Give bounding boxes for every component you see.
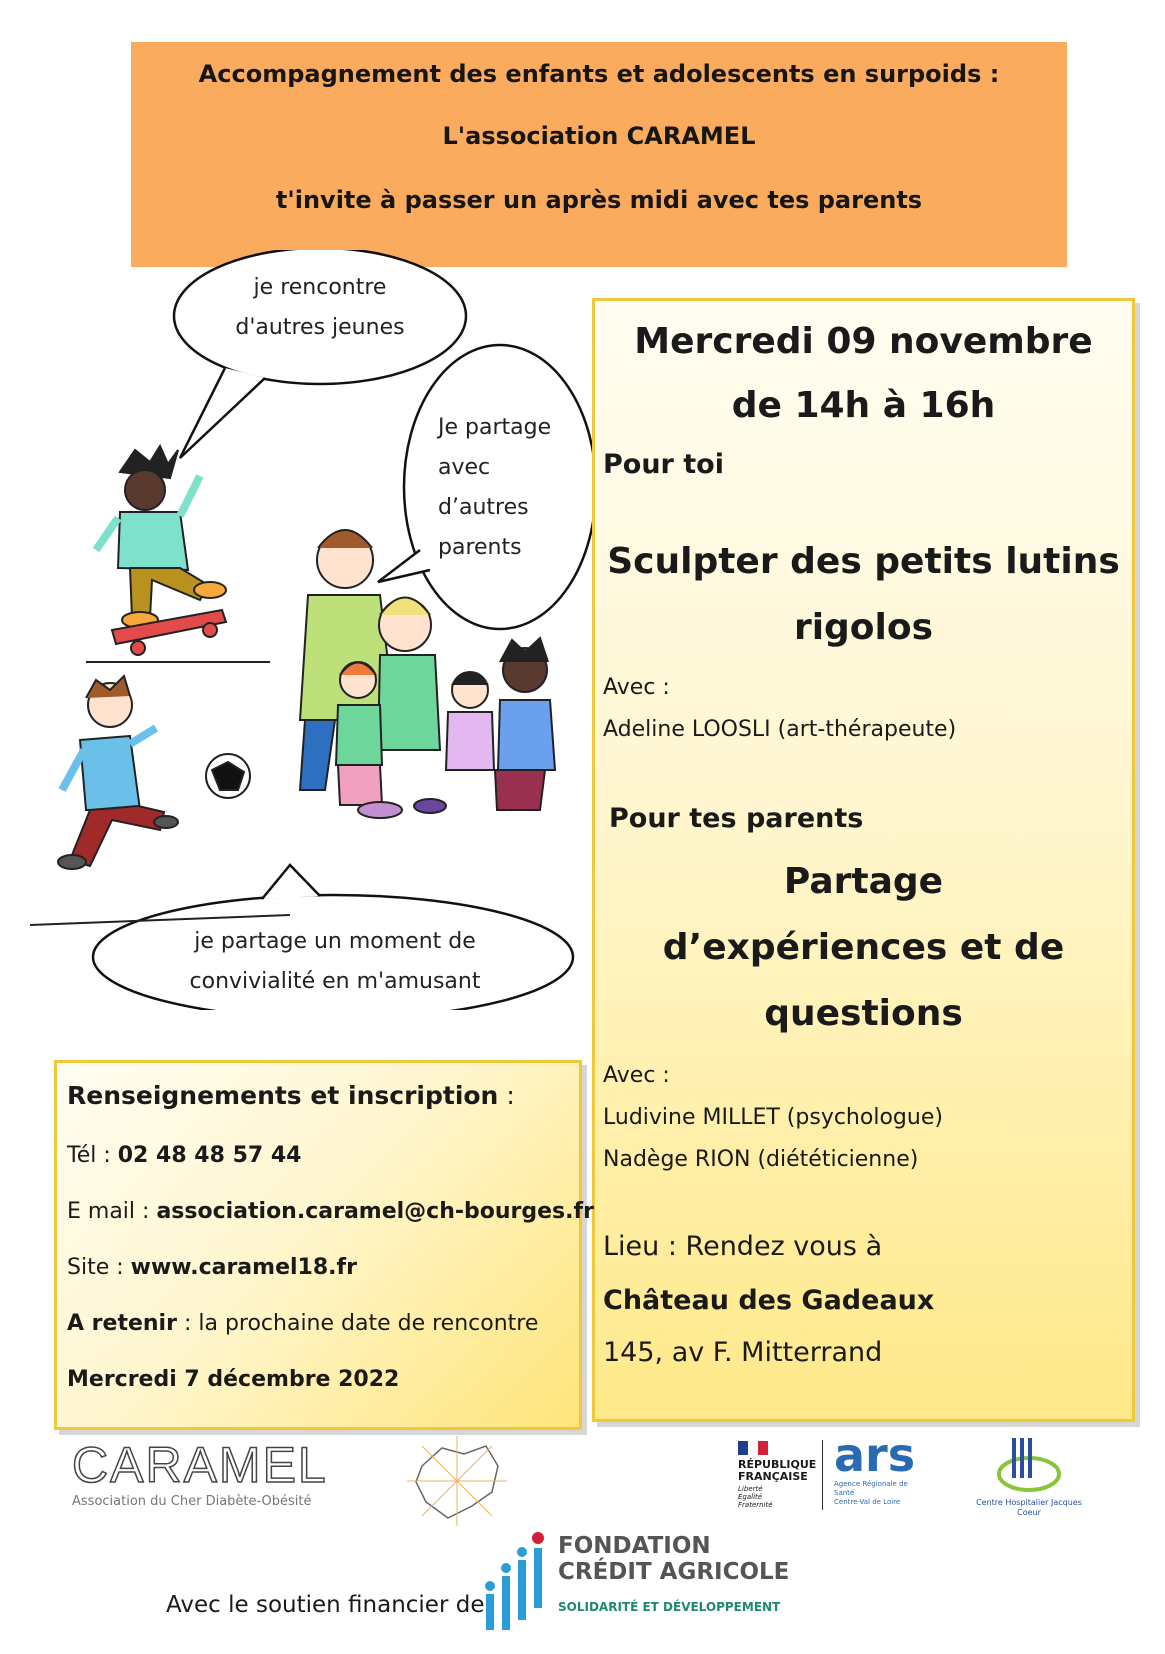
bubble-bottom-line-1: je partage un moment de xyxy=(194,929,476,954)
email-link[interactable]: association.caramel@ch-bourges.fr xyxy=(156,1199,594,1224)
cher-map-icon xyxy=(402,1436,512,1526)
bubble-top-line-1: je rencontre xyxy=(253,275,387,300)
bubble-parents-line-1: Je partage xyxy=(438,415,552,440)
republique-motto-3: Fraternité xyxy=(738,1501,773,1509)
bubble-parents-line-2: avec xyxy=(438,455,491,480)
event-time: de 14h à 16h xyxy=(731,385,996,426)
event-date: Mercredi 09 novembre xyxy=(634,321,1093,362)
caramel-logo-subtitle: Association du Cher Diabète-Obésité xyxy=(72,1494,312,1509)
bubble-parents-line-4: parents xyxy=(438,535,522,560)
bubble-top-text xyxy=(205,268,435,348)
retenir-label: A retenir xyxy=(67,1311,177,1336)
republique-motto-2: Égalité xyxy=(738,1493,763,1501)
kids-label: Pour toi xyxy=(603,449,724,480)
site-link[interactable]: www.caramel18.fr xyxy=(130,1255,357,1280)
banner-line-1: Accompagnement des enfants et adolescents en surpoids : xyxy=(198,60,1000,88)
ars-logo-text: ars xyxy=(834,1428,916,1482)
kids-avec-label: Avec : xyxy=(603,675,670,700)
next-date: Mercredi 7 décembre 2022 xyxy=(67,1367,400,1392)
ars-sub-1: Agence Régionale de Santé xyxy=(834,1480,908,1497)
football-kid-figure xyxy=(58,676,250,869)
email-label: E mail : xyxy=(67,1199,157,1224)
tel-number[interactable]: 02 48 48 57 44 xyxy=(117,1143,302,1168)
kids-activity-line-1: Sculpter des petits lutins xyxy=(607,541,1120,582)
contact-tel-row xyxy=(67,1143,301,1168)
parents-label: Pour tes parents xyxy=(609,803,864,834)
retenir-text: : la prochaine date de rencontre xyxy=(176,1311,539,1336)
contact-heading-text: Renseignements et inscription xyxy=(67,1081,499,1110)
hospital-logo-icon xyxy=(994,1434,1064,1494)
retenir-row xyxy=(67,1311,538,1336)
ars-sub-2: Centre-Val de Loire xyxy=(834,1498,901,1506)
site-label: Site : xyxy=(67,1255,131,1280)
parents-activity-line-3: questions xyxy=(764,993,963,1034)
parents-host-1: Ludivine MILLET (psychologue) xyxy=(603,1105,943,1130)
hospital-logo xyxy=(974,1434,1084,1518)
caramel-logo-text: CARAMEL xyxy=(72,1437,328,1493)
tel-label: Tél : xyxy=(67,1143,118,1168)
republique-flag-icon xyxy=(738,1441,768,1455)
soutien-text: Avec le soutien financier de xyxy=(166,1592,485,1618)
lieu-label: Lieu : Rendez vous à xyxy=(603,1231,883,1262)
republique-line-1: RÉPUBLIQUE xyxy=(738,1458,817,1471)
parents-avec-label: Avec : xyxy=(603,1063,670,1088)
kids-host: Adeline LOOSLI (art-thérapeute) xyxy=(603,717,957,742)
bubble-bottom-line-2: convivialité en m'amusant xyxy=(189,969,481,994)
bubble-parents-line-3: d’autres xyxy=(438,495,529,520)
republique-motto-1: Liberté xyxy=(738,1485,763,1493)
contact-site-row xyxy=(67,1255,357,1280)
bubble-top-line-2: d'autres jeunes xyxy=(235,315,405,340)
skater-kid-figure xyxy=(96,446,226,655)
caramel-logo xyxy=(72,1437,328,1509)
bubble-parents-text xyxy=(438,408,551,568)
banner-line-2: L'association CARAMEL xyxy=(442,122,756,150)
parents-activity-line-2: d’expériences et de xyxy=(662,927,1065,968)
contact-heading xyxy=(67,1081,515,1110)
parents-host-2: Nadège RION (diététicienne) xyxy=(603,1147,919,1172)
republique-line-2: FRANÇAISE xyxy=(738,1470,808,1483)
event-panel xyxy=(592,298,1135,1422)
kids-activity-line-2: rigolos xyxy=(793,607,934,648)
hospital-name: Centre Hospitalier Jacques Coeur xyxy=(976,1498,1082,1517)
header-banner xyxy=(131,42,1067,267)
fondation-icon xyxy=(480,1530,550,1634)
bubble-bottom-text xyxy=(160,922,510,1002)
contact-email-row xyxy=(67,1199,594,1224)
republique-logo xyxy=(738,1440,818,1509)
logo-divider xyxy=(822,1440,823,1510)
banner-line-3: t'invite à passer un après midi avec tes parents xyxy=(275,186,923,214)
contact-heading-colon: : xyxy=(498,1081,515,1110)
fondation-line-1: FONDATION xyxy=(558,1533,711,1559)
lieu-address: 145, av F. Mitterrand xyxy=(603,1337,883,1368)
fondation-line-3: SOLIDARITÉ ET DÉVELOPPEMENT xyxy=(558,1600,781,1614)
ars-logo xyxy=(834,1430,915,1507)
fondation-line-2: CRÉDIT AGRICOLE xyxy=(558,1559,790,1585)
illustration xyxy=(0,250,600,1010)
parents-activity-line-1: Partage xyxy=(783,861,944,902)
contact-panel xyxy=(54,1060,594,1430)
lieu-name: Château des Gadeaux xyxy=(603,1285,935,1316)
